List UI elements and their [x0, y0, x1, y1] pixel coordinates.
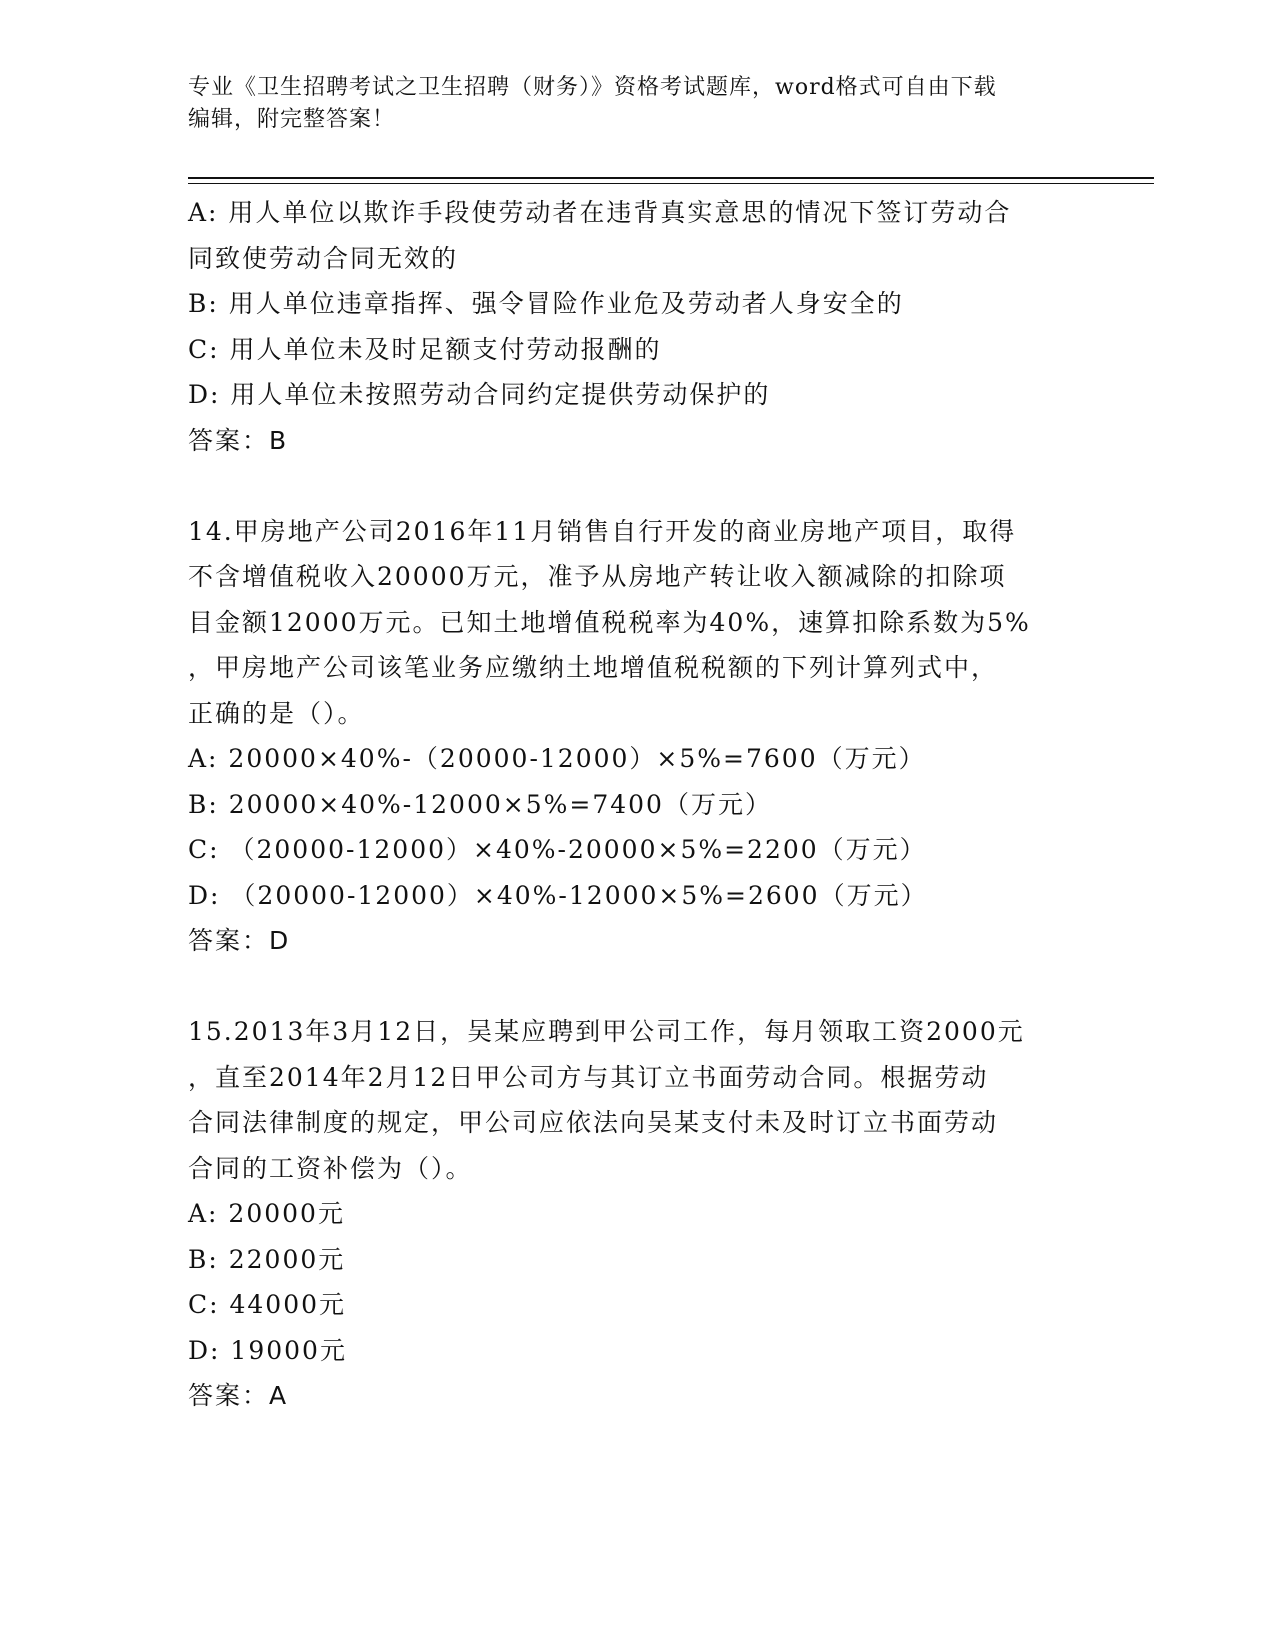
option-a-line-1: A: 用人单位以欺诈手段使劳动者在违背真实意思的情况下签订劳动合	[188, 198, 1012, 227]
option-a: A: 20000×40%-（20000-12000）×5%=7600（万元）	[188, 744, 926, 773]
question-15	[188, 1009, 1088, 1419]
question-stem-line-1: 14.甲房地产公司2016年11月销售自行开发的商业房地产项目，取得	[188, 516, 1017, 546]
question-stem-line-5: 正确的是（）。	[188, 698, 365, 728]
question-14	[188, 509, 1088, 964]
question-stem-line-4: 合同的工资补偿为（）。	[188, 1153, 473, 1183]
option-d: D: 用人单位未按照劳动合同约定提供劳动保护的	[188, 380, 771, 409]
question-stem-line-2: 不含增值税收入20000万元，准予从房地产转让收入额减除的扣除项	[188, 562, 1007, 591]
answer: 答案：A	[188, 1381, 289, 1410]
option-c: C: 44000元	[188, 1290, 347, 1319]
question-stem-line-2: ，直至2014年2月12日甲公司方与其订立书面劳动合同。根据劳动	[188, 1062, 989, 1092]
option-b: B: 22000元	[188, 1244, 346, 1274]
option-c: C: 用人单位未及时足额支付劳动报酬的	[188, 334, 662, 364]
option-c: C: （20000-12000）×40%-20000×5%=2200（万元）	[188, 835, 927, 864]
option-d: D: 19000元	[188, 1335, 347, 1365]
question-13	[188, 190, 1088, 463]
option-d: D: （20000-12000）×40%-12000×5%=2600（万元）	[188, 880, 928, 910]
document-body	[188, 190, 1088, 1419]
header-rule-thin	[188, 183, 1154, 184]
option-b: B: 用人单位违章指挥、强令冒险作业危及劳动者人身安全的	[188, 289, 904, 318]
option-b: B: 20000×40%-12000×5%=7400（万元）	[188, 789, 772, 819]
question-stem-line-3: 合同法律制度的规定，甲公司应依法向吴某支付未及时订立书面劳动	[188, 1108, 999, 1137]
question-stem-line-4: ，甲房地产公司该笔业务应缴纳土地增值税税额的下列计算列式中，	[188, 653, 999, 682]
option-a: A: 20000元	[188, 1199, 345, 1228]
question-stem-line-3: 目金额12000万元。已知土地增值税税率为40%，速算扣除系数为5%	[188, 607, 1031, 637]
answer: 答案：D	[188, 926, 291, 955]
header-line-2: 编辑，附完整答案！	[188, 107, 396, 132]
option-a-line-2: 同致使劳动合同无效的	[188, 243, 459, 273]
header-rule-thick	[188, 177, 1154, 179]
spacer	[188, 463, 1088, 509]
spacer	[188, 964, 1088, 1010]
document-header	[188, 72, 1068, 136]
header-line-1: 专业《卫生招聘考试之卫生招聘（财务）》资格考试题库，word格式可自由下载	[188, 75, 997, 100]
answer: 答案：B	[188, 425, 289, 455]
question-stem-line-1: 15.2013年3月12日，吴某应聘到甲公司工作，每月领取工资2000元	[188, 1017, 1025, 1046]
